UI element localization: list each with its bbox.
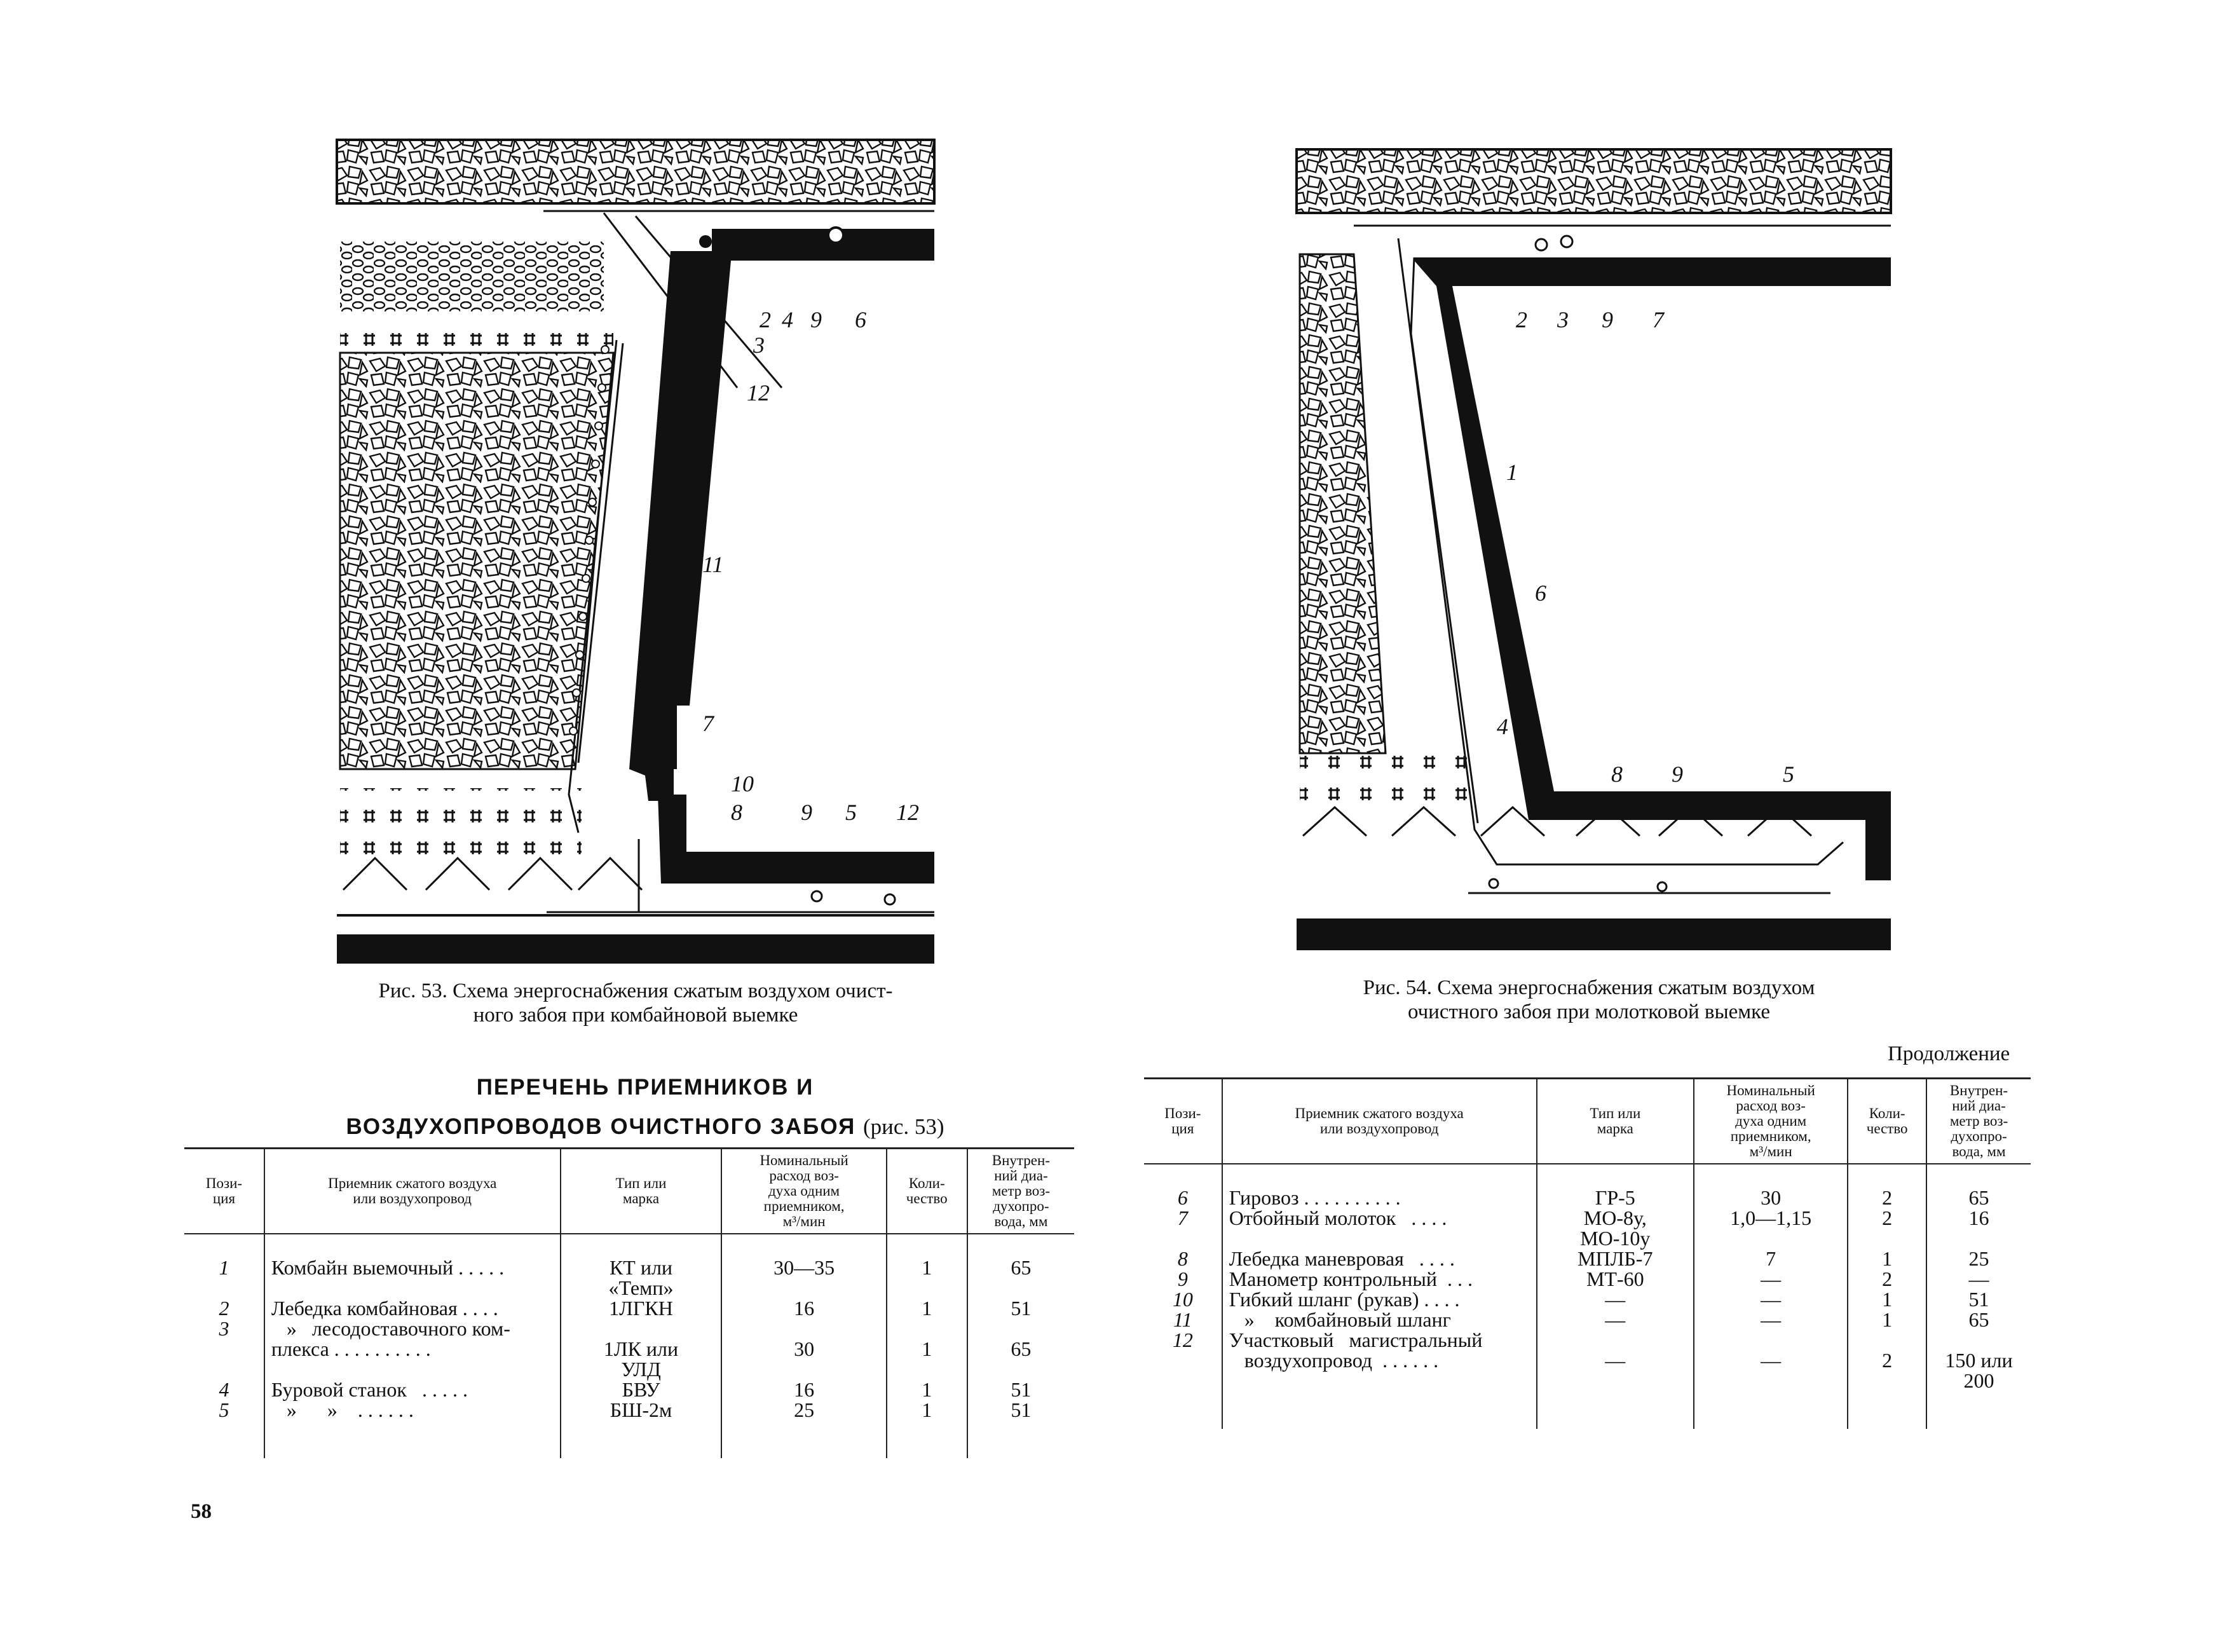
right-header-type: Тип или марка (1537, 1079, 1694, 1164)
cell-type: ГР-5 МО-8у, МО-10у (1537, 1164, 1694, 1248)
cell-receiver: Лебедка маневровая . . . . Манометр контрольный . . . Гибкий шланг (рукав) . . . . » комбайновый шланг Участковый магистральный воздухопровод . . . . . . (1222, 1248, 1537, 1429)
cell-position: 2 3 (219, 1297, 229, 1340)
left-header-type: Тип или марка (561, 1149, 722, 1234)
left-header-diameter: Внутрен- ний диа- метр воз- духопро- вода, мм (967, 1149, 1074, 1234)
table-title-line2-text: ВОЗДУХОПРОВОДОВ ОЧИСТНОГО ЗАБОЯ (346, 1114, 856, 1139)
table-title-ref: (рис. 53) (862, 1114, 944, 1139)
fig54-label-4: 4 (1497, 714, 1508, 739)
cell-flow: 30 1,0—1,15 (1694, 1164, 1848, 1248)
left-header-flow: Номинальный расход воз- духа одним приемником, м³/мин (721, 1149, 886, 1234)
cell-position: 1 (219, 1256, 229, 1279)
continuation-label: Продолжение (1888, 1042, 2010, 1065)
figure-53-caption-line2: ного забоя при комбайновой выемке (473, 1004, 798, 1027)
fig54-label-7: 7 (1653, 307, 1664, 332)
fig54-label-6: 6 (1535, 580, 1546, 606)
right-table-header-row (1144, 1079, 2031, 1164)
cell-type: МПЛБ-7 МТ-60 — — — (1537, 1248, 1694, 1429)
right-header-quantity: Коли- чество (1848, 1079, 1926, 1164)
cell-diameter: 65 16 (1926, 1164, 2031, 1248)
fig54-label-5: 5 (1783, 761, 1794, 787)
fig53-label-3: 3 (753, 332, 765, 358)
figure-54-diagram (1290, 143, 1900, 969)
fig53-label-2: 2 (760, 307, 771, 332)
left-table-header-row (184, 1149, 1074, 1234)
figure-54-caption-line2: очистного забоя при молотковой выемке (1407, 1000, 1771, 1023)
fig54-label-3: 3 (1557, 307, 1569, 332)
table-row (184, 1298, 1074, 1379)
right-header-flow: Номинальный расход воз- духа одним приемником, м³/мин (1694, 1079, 1848, 1164)
fig54-label-9: 9 (1602, 307, 1613, 332)
fig54-label-1: 1 (1506, 460, 1518, 485)
coal-face-54 (1414, 257, 1891, 880)
fig53-label-5: 5 (845, 800, 857, 825)
caved-rock (340, 353, 613, 769)
figure-54-caption-line1: Рис. 54. Схема энергоснабжения сжатым воздухом (1363, 976, 1815, 999)
fig53-label-6: 6 (855, 307, 866, 332)
cell-quantity: 1 1 (887, 1379, 967, 1458)
figure-53-caption-line1: Рис. 53. Схема энергоснабжения сжатым воздухом очист- (378, 980, 893, 1002)
table-row (184, 1379, 1074, 1458)
fig53-label-11: 11 (702, 552, 724, 577)
fig54-label-8: 8 (1611, 761, 1623, 787)
fig53-label-8: 8 (731, 800, 742, 825)
cell-flow: 7 — — — — (1694, 1248, 1848, 1429)
left-header-position: Пози- ция (184, 1149, 264, 1234)
table-title (331, 1068, 960, 1147)
cell-type: КТ или «Темп» (561, 1234, 722, 1298)
roof-rock (337, 140, 934, 203)
fig53-label-12: 12 (747, 380, 770, 406)
fig54-label-9b: 9 (1672, 761, 1683, 787)
cell-receiver: Комбайн выемочный . . . . . (264, 1234, 561, 1298)
fig53-label-9: 9 (810, 307, 822, 332)
fig53-label-12b: 12 (896, 800, 919, 825)
cell-receiver: Буровой станок . . . . . » » . . . . . . (264, 1379, 561, 1458)
table-row (1144, 1248, 2031, 1429)
table-title-line1: ПЕРЕЧЕНЬ ПРИЕМНИКОВ И (476, 1075, 814, 1100)
page-number: 58 (191, 1500, 212, 1523)
cell-flow: 16 30 (721, 1298, 886, 1379)
fig54-label-2: 2 (1516, 307, 1527, 332)
cell-receiver: Лебедка комбайновая . . . . » лесодоставочного ком- плекса . . . . . . . . . . (264, 1298, 561, 1379)
cell-type: 1ЛГКН 1ЛК или УЛД (561, 1298, 722, 1379)
cell-diameter: 51 51 (967, 1379, 1074, 1458)
left-table (184, 1147, 1074, 1458)
fig53-label-1: 1 (677, 666, 688, 692)
floor-band (337, 934, 934, 964)
fig53-label-7: 7 (702, 711, 714, 736)
cell-quantity: 2 2 (1848, 1164, 1926, 1248)
fig53-label-9b: 9 (801, 800, 812, 825)
cell-quantity: 1 2 1 1 2 (1848, 1248, 1926, 1429)
cell-position: 6 7 (1177, 1186, 1188, 1229)
right-header-position: Пози- ция (1144, 1079, 1222, 1164)
fig53-label-10: 10 (731, 771, 754, 796)
cell-type: БВУ БШ-2м (561, 1379, 722, 1458)
cell-position: 8 9 10 11 12 (1172, 1247, 1193, 1351)
cell-receiver: Гировоз . . . . . . . . . . Отбойный молоток . . . . (1222, 1164, 1537, 1248)
right-header-receiver: Приемник сжатого воздуха или воздухопровод (1222, 1079, 1537, 1164)
table-row (1144, 1164, 2031, 1248)
left-header-receiver: Приемник сжатого воздуха или воздухопровод (264, 1149, 561, 1234)
cell-flow: 30—35 (721, 1234, 886, 1298)
figure-54-caption (1284, 976, 1894, 1024)
table-row (184, 1234, 1074, 1298)
cell-position: 4 5 (219, 1378, 229, 1421)
cell-diameter: 51 65 (967, 1298, 1074, 1379)
right-table (1144, 1077, 2031, 1429)
figure-53-caption (318, 979, 953, 1027)
cell-quantity: 1 1 (887, 1298, 967, 1379)
cell-flow: 16 25 (721, 1379, 886, 1458)
table-title-line2 (331, 1107, 960, 1147)
right-header-diameter: Внутрен- ний диа- метр воз- духопро- вода, мм (1926, 1079, 2031, 1164)
cell-quantity: 1 (887, 1234, 967, 1298)
fig53-label-4: 4 (782, 307, 793, 332)
cell-diameter: 65 (967, 1234, 1074, 1298)
left-header-quantity: Коли- чество (887, 1149, 967, 1234)
figure-53-diagram (331, 133, 941, 979)
gob-packing (340, 242, 604, 311)
cell-diameter: 25 — 51 65 150 или 200 (1926, 1248, 2031, 1429)
